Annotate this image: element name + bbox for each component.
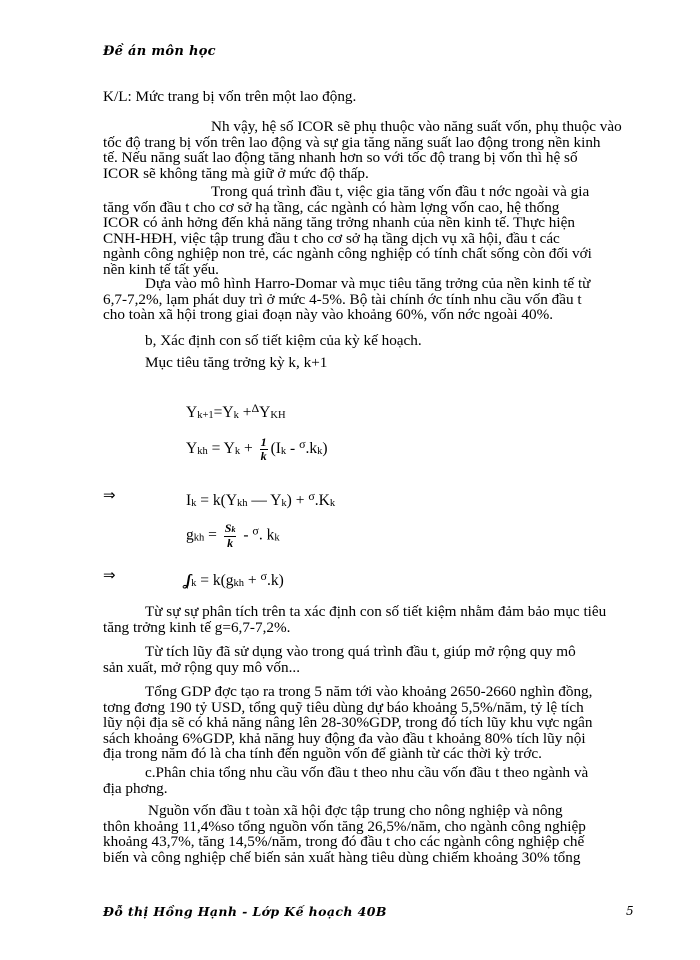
formula-subscript: kh <box>197 446 208 458</box>
formula-text: + <box>244 572 261 589</box>
savings-symbol-icon: ʆ <box>186 572 192 589</box>
formula-subscript: KH <box>270 410 286 421</box>
text-line: khoảng 43,7%, tăng 14,5%/năm, trong đó đầu t cho các ngành công nghiệp chế <box>103 833 585 851</box>
formula-text: Y <box>259 404 271 421</box>
formula-text: S <box>224 521 232 535</box>
formula-subscript: k <box>281 498 287 509</box>
text-line: tăng trởng kinh tế g=6,7-7,2%. <box>103 618 291 636</box>
formula-text: I <box>186 492 192 509</box>
sigma-symbol-icon: σ <box>252 523 259 538</box>
text-line: sách khoảng 6%GDP, khả năng huy động đa vào đầu t khoảng 80% tích lũy nội <box>103 729 586 747</box>
text-line: lũy nội địa sẽ có khả năng nâng lên 28-30%GDP, trong đó tích lũy khu vực ngân <box>103 714 593 732</box>
formula-g-kh <box>186 522 280 550</box>
text-line: tơng đơng 190 tỷ USD, tổng quỹ tiêu dùng dự báo khoảng 5,5%/năm, tỷ lệ tích <box>103 698 584 716</box>
formula-text: + <box>238 404 252 421</box>
formula-text: Y <box>186 404 198 421</box>
fraction <box>260 436 268 463</box>
text-line: Trong quá trình đầu t, việc gia tăng vốn đầu t nớc ngoài và gia <box>211 183 590 200</box>
formula-text: .k) <box>267 572 284 589</box>
formula-subscript: k <box>233 410 239 421</box>
formula-subscript: k <box>317 446 323 458</box>
implies-arrow-icon: ⇒ <box>103 566 116 584</box>
formula-text: Y <box>186 440 198 458</box>
formula-y-kh <box>186 436 328 463</box>
kl-line <box>103 89 630 105</box>
text-line: ngành công nghiệp non trẻ, các ngành công nghiệp có tính chất sống còn đối với <box>103 245 592 263</box>
formula-subscript: k <box>234 446 241 458</box>
page-footer: Đỗ thị Hồng Hạnh - Lớp Kế hoạch 40B <box>103 904 387 919</box>
paragraph-accumulation <box>103 644 630 675</box>
paragraph-investment-process <box>103 184 630 278</box>
text-line: ICOR có ảnh hởng đến khả năng tăng trởng nhanh của nền kinh tế. Thực hiện <box>103 214 575 232</box>
paragraph-savings-analysis <box>103 604 630 635</box>
paragraph-icor-dependence <box>103 119 630 181</box>
text-line: Từ tích lũy đã sử dụng vào trong quá trình đầu t, giúp mở rộng quy mô <box>145 643 576 660</box>
text-line: thôn khoảng 11,4%so tổng nguồn vốn tăng 26,5%/năm, cho ngành công nghiệp <box>103 817 586 835</box>
text-line: 6,7-7,2%, lạm phát duy trì ở mức 4-5%. Bộ tài chính ớc tính nhu cầu vốn đầu t <box>103 290 582 308</box>
delta-symbol-icon: Δ <box>251 401 260 415</box>
text-line: Mục tiêu tăng trởng kỳ k, k+1 <box>145 354 328 371</box>
formula-subscript: kh <box>233 578 245 589</box>
formula-text: - <box>286 440 300 458</box>
formula-text: . k <box>258 526 275 544</box>
fraction-denominator: k <box>227 536 234 550</box>
formula-subscript: k <box>329 498 336 509</box>
growth-target-line <box>103 355 630 371</box>
formula-text: = Y <box>207 440 235 458</box>
text-line: tăng vốn đầu t cho cơ sở hạ tầng, các ngành có hàm lợng vốn cao, hệ thống <box>103 198 560 216</box>
text-line: cho toàn xã hội trong giai đoạn này vào khoảng 60%, vốn nớc ngoài 40%. <box>103 306 554 324</box>
text-line: Nh vậy, hệ số ICOR sẽ phụ thuộc vào năng suất vốn, phụ thuộc vào <box>211 118 622 135</box>
page-header: Đề án môn học <box>103 44 216 59</box>
formula-text: + <box>240 440 257 458</box>
formula-subscript: kh <box>193 532 205 544</box>
text-line: Từ sự sự phân tích trên ta xác định con số tiết kiệm nhằm đảm bảo mục tiêu <box>145 603 607 620</box>
formula-text: (I <box>270 440 281 458</box>
section-c-heading <box>103 765 630 796</box>
text-line: Dựa vào mô hình Harro-Domar và mục tiêu tăng trởng của nền kinh tế từ <box>145 275 591 292</box>
paragraph-gdp-forecast <box>103 684 630 762</box>
page-number: 5 <box>626 904 634 918</box>
formula-text: — Y <box>247 492 282 509</box>
text-line: địa phơng. <box>103 779 168 797</box>
text-line: c.Phân chia tổng nhu cầu vốn đầu t theo nhu cầu vốn đầu t theo ngành và <box>145 764 589 781</box>
section-b-heading <box>103 333 630 349</box>
paragraph-harrod-domar <box>103 276 630 323</box>
sigma-symbol-icon: σ <box>299 437 306 452</box>
fraction-denominator: k <box>260 449 267 463</box>
formula-text: .K <box>314 492 330 509</box>
formula-y-k-plus-1 <box>186 401 286 422</box>
paragraph-capital-allocation <box>103 803 630 865</box>
formula-text: ) <box>322 440 328 458</box>
formula-subscript: k <box>231 525 236 534</box>
implies-arrow-icon: ⇒ <box>103 486 116 504</box>
sigma-symbol-icon: σ <box>308 489 315 503</box>
fraction-numerator: 1 <box>260 435 267 449</box>
text-line: sản xuất, mở rộng quy mô vốn... <box>103 658 301 676</box>
formula-text: = k(Y <box>196 492 238 509</box>
formula-i-k <box>186 489 335 510</box>
formula-text: .k <box>305 440 318 458</box>
formula-subscript: k <box>274 532 280 544</box>
formula-subscript: k <box>191 498 197 509</box>
text-line: nền kinh tế tất yếu. <box>103 260 219 278</box>
formula-text: = k(g <box>196 572 234 589</box>
formula-text: - <box>239 526 253 544</box>
formula-subscript: kh <box>237 498 248 509</box>
fraction-numerator <box>224 522 237 537</box>
text-line: tốc độ trang bị vốn trên lao động và sự gia tăng năng suất lao động trong nền kinh <box>103 133 601 151</box>
formula-subscript: k <box>280 446 287 458</box>
formula-text: g <box>186 526 194 544</box>
text-line: CNH-HĐH, việc tập trung đầu t cho cơ sở hạ tầng dịch vụ xã hội, đầu t các <box>103 229 560 247</box>
text-line: tế. Nếu năng suất lao động tăng nhanh hơn so với tốc độ trang bị vốn thì hệ số <box>103 149 578 167</box>
text-line: b, Xác định con số tiết kiệm của kỳ kế hoạch. <box>145 332 422 349</box>
sigma-symbol-icon: σ <box>260 569 268 583</box>
text-line: Tổng GDP đợc tạo ra trong 5 năm tới vào khoảng 2650-2660 nghìn đồng, <box>145 683 593 700</box>
text-line: địa trong năm đó là cha tính đến nguồn vốn để giành từ các thời kỳ trớc. <box>103 745 542 763</box>
kl-text: K/L: Mức trang bị vốn trên một lao động. <box>103 88 357 105</box>
text-line: biến và công nghiệp chế biến sản xuất hàng tiêu dùng chiếm khoảng 30% tổng <box>103 848 581 866</box>
text-line: Nguồn vốn đầu t toàn xã hội đợc tập trung cho nông nghiệp và nông <box>148 802 563 819</box>
formula-text: ) + <box>286 492 309 509</box>
text-line: ICOR sẽ không tăng mà giữ ở mức độ thấp. <box>103 164 369 182</box>
formula-text: =Y <box>213 404 234 421</box>
formula-subscript: k+1 <box>197 410 214 421</box>
formula-subscript: k <box>191 578 197 589</box>
formula-text: = <box>204 526 221 544</box>
fraction <box>224 522 237 550</box>
formula-savings-k <box>186 569 284 590</box>
